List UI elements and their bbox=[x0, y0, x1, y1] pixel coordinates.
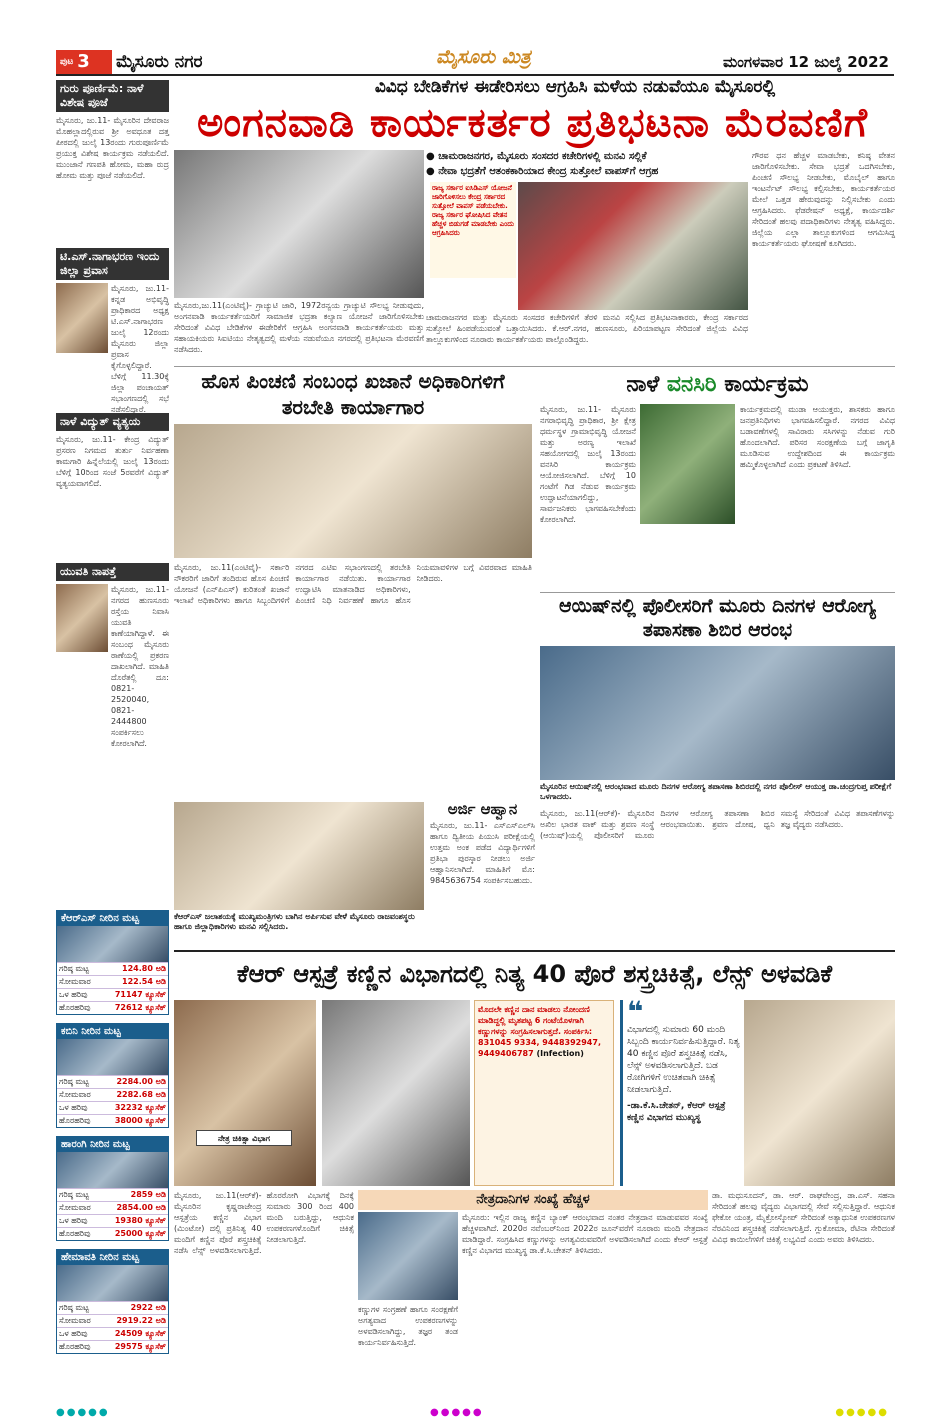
dam-row-value: 32232 ಕ್ಯೂಸೆಕ್ bbox=[101, 1102, 168, 1115]
page-number: 3 bbox=[77, 51, 90, 72]
eye-donation-headline: ನೇತ್ರದಾನಿಗಳ ಸಂಖ್ಯೆ ಹೆಚ್ಚಳ bbox=[358, 1190, 708, 1210]
table-row bbox=[57, 1089, 168, 1102]
vanasiri-body-right: ಕಾರ್ಯಕ್ರಮದಲ್ಲಿ ಮುಡಾ ಆಯುಕ್ತರು, ಶಾಸಕರು ಹಾಗೂ ಜನಪ್ರತಿನಿಧಿಗಳು ಭಾಗವಹಿಸಲಿದ್ದಾರೆ. ನಗರದ ವಿವಿಧ ಬಡಾವಣೆಗಳಲ್ಲಿ ಸಾವಿರಾರು ಸಸಿಗಳನ್ನು ನೆಡುವ ಗುರಿ ಹೊಂದಲಾಗಿದೆ. ಪರಿಸರ ಸಂರಕ್ಷಣೆಯ ಬಗ್ಗೆ ಜಾಗೃತಿ ಮೂಡಿಸುವ ಉದ್ದೇಶದಿಂದ ಈ ಕಾರ್ಯಕ್ರಮ ಹಮ್ಮಿಕೊಳ್ಳಲಾಗಿದೆ ಎಂದು ಪ್ರಕಟಣೆ ತಿಳಿಸಿದೆ. bbox=[740, 405, 895, 469]
dam-row-label: ಒಳ ಹರಿವು bbox=[57, 1215, 101, 1228]
lead-bullet-1: ● ಚಾಮರಾಜನಗರ, ಮೈಸೂರು ಸಂಸದರ ಕಚೇರಿಗಳಲ್ಲಿ ಮನವಿ ಸಲ್ಲಿಕೆ bbox=[426, 151, 647, 162]
dam-row-value: 29575 ಕ್ಯೂಸೆಕ್ bbox=[101, 1341, 168, 1354]
dam-title: ಕೆಆರ್‌ಎಸ್ ನೀರಿನ ಮಟ್ಟ bbox=[57, 911, 168, 926]
registration-marks-right: ●●●●● bbox=[835, 1407, 889, 1418]
brief-title-3: ನಾಳೆ ವಿದ್ಯುತ್ ವ್ಯತ್ಯಯ bbox=[56, 413, 169, 431]
dam-title: ಕಬಿನಿ ನೀರಿನ ಮಟ್ಟ bbox=[57, 1024, 168, 1039]
page-label: ಪುಟ bbox=[60, 57, 74, 67]
info-box-text: ಮೊದಲೇ ಕಣ್ಣಿನ ದಾನ ಮಾಡಲು ನೋಂದಣಿ ಮಾಡಿದ್ದಲ್ಲಿ ಮೃತಪಟ್ಟ 6 ಗಂಟೆಯೊಳಗಾಗಿ ಕಣ್ಣುಗಳನ್ನು ಸಂಗ್ರಹಿಸಲಾಗುತ್ತದೆ. ಸಂಪರ್ಕಿಸಿ: 831045 9334, 9448392947, 9449406787 bbox=[478, 1005, 601, 1058]
divider bbox=[540, 592, 895, 593]
lead-bullet-2: ● ನೇವಾ ಭದ್ರತೆಗೆ ಆತಂಕಕಾರಿಯಾದ ಕೇಂದ್ರ ಸುತ್ತೋಲೆ ವಾಪಸ್‌ಗೆ ಆಗ್ರಹ bbox=[426, 166, 659, 177]
eye-donation-body-cont: ಕಣ್ಣುಗಳ ಸಂಗ್ರಹಣೆ ಹಾಗೂ ಸಂರಕ್ಷಣೆಗೆ ಅಗತ್ಯವಾದ ಉಪಕರಣಗಳನ್ನು ಅಳವಡಿಸಲಾಗಿದ್ದು, ತಜ್ಞರ ತಂಡ ಕಾರ್ಯನಿರ್ವಹಿಸುತ್ತಿದೆ. bbox=[358, 1305, 458, 1347]
eye-donation-body: ಮೈಸೂರು: ಇಲ್ಲಿನ ರಾಜ್ಯ ಕಣ್ಣಿನ ಬ್ಯಾಂಕ್ ಆರಂಭವಾದ ನಂತರ ನೇತ್ರದಾನ ಮಾಡುವವರ ಸಂಖ್ಯೆ ಹೆಚ್ಚಳವಾಗಿದೆ. 2020ರ ನವೆಂಬರ್‌ನಿಂದ 2022ರ ಜೂನ್‌ವರೆಗೆ ನೂರಾರು ಮಂದಿ ನೇತ್ರದಾನ ಮಾಡಿದ್ದಾರೆ. ಸಂಗ್ರಹಿಸಿದ ಕಣ್ಣುಗಳನ್ನು ಅಗತ್ಯವಿರುವವರಿಗೆ ಅಳವಡಿಸಲಾಗಿದೆ ಎಂದು ಕೆಆರ್ ಆಸ್ಪತ್ರೆ ಕಣ್ಣಿನ ವಿಭಾಗದ ಮುಖ್ಯಸ್ಥ ಡಾ.ಕೆ.ಸಿ.ಚೇತನ್ ತಿಳಿಸಿದರು. bbox=[462, 1213, 708, 1255]
table-row bbox=[57, 1302, 168, 1315]
dam-level-table bbox=[57, 1188, 168, 1240]
dam-row-label: ಹೊರಹರಿವು bbox=[57, 1228, 101, 1241]
dam-row-label: ಒಳ ಹರಿವು bbox=[57, 989, 101, 1002]
lead-bullet-2-text: ನೇವಾ ಭದ್ರತೆಗೆ ಆತಂಕಕಾರಿಯಾದ ಕೇಂದ್ರ ಸುತ್ತೋಲೆ ವಾಪಸ್‌ಗೆ ಆಗ್ರಹ bbox=[438, 166, 659, 177]
dam-row-label: ಗರಿಷ್ಠ ಮಟ್ಟ bbox=[57, 963, 101, 976]
krh-doctor-photo bbox=[744, 1000, 895, 1186]
krh-body: ಮೈಸೂರು, ಜು.11(ಆರ್‌ಕೆ)- ಮೈಸೂರಿನ ಕೃಷ್ಣರಾಜೇಂದ್ರ ಆಸ್ಪತ್ರೆಯ ಕಣ್ಣಿನ ವಿಭಾಗ (ಮಿಂಟೋ) ದಲ್ಲಿ ಪ್ರತಿನಿತ್ಯ 40 ಮಂದಿಗೆ ಕಣ್ಣಿನ ಪೊರೆ ಶಸ್ತ್ರಚಿಕಿತ್ಸೆ ನಡೆಸಿ ಲೆನ್ಸ್ ಅಳವಡಿಸಲಾಗುತ್ತಿದೆ. ಹೊರರೋಗಿ ವಿಭಾಗಕ್ಕೆ ದಿನಕ್ಕೆ ಸುಮಾರು 300 ರಿಂದ 400 ಮಂದಿ ಬರುತ್ತಿದ್ದು, ಆಧುನಿಕ ಉಪಕರಣಗಳೊಂದಿಗೆ ಚಿಕಿತ್ಸೆ ನೀಡಲಾಗುತ್ತಿದೆ. bbox=[174, 1191, 354, 1255]
police-camp-headline: ಆಯಿಷ್‌ನಲ್ಲಿ ಪೊಲೀಸರಿಗೆ ಮೂರು ದಿನಗಳ ಆರೋಗ್ಯ ತಪಾಸಣಾ ಶಿಬಿರ ಆರಂಭ bbox=[559, 595, 876, 641]
left-column bbox=[56, 80, 169, 748]
dam-row-value: 24509 ಕ್ಯೂಸೆಕ್ bbox=[101, 1328, 168, 1341]
dam-row-label: ಒಳ ಹರಿವು bbox=[57, 1328, 101, 1341]
table-row bbox=[57, 1341, 168, 1354]
police-camp-caption: ಮೈಸೂರಿನ ಆಯಿಷ್‌ನಲ್ಲಿ ಆರಂಭವಾದ ಮೂರು ದಿನಗಳ ಆರೋಗ್ಯ ತಪಾಸಣಾ ಶಿಬಿರದಲ್ಲಿ ನಗರ ಪೊಲೀಸ್ ಆಯುಕ್ತ ಡಾ.ಚಂದ್ರಗುಪ್ತ ಪರೀಕ್ಷೆಗೆ ಒಳಗಾದರು. bbox=[540, 782, 892, 801]
dam-level-box bbox=[56, 1249, 169, 1354]
registration-marks-left: ●●●●● bbox=[56, 1407, 110, 1418]
petition-body: ಮೈಸೂರು, ಜು.11- ಎಸ್‌ಎಸ್‌ಎಲ್‌ಸಿ ಹಾಗೂ ದ್ವಿತೀಯ ಪಿಯುಸಿ ಪರೀಕ್ಷೆಯಲ್ಲಿ ಉತ್ತಮ ಅಂಕ ಪಡೆದ ವಿದ್ಯಾರ್ಥಿಗಳಿಗೆ ಪ್ರತಿಭಾ ಪುರಸ್ಕಾರ ನೀಡಲು ಅರ್ಜಿ ಆಹ್ವಾನಿಸಲಾಗಿದೆ. ಮಾಹಿತಿಗೆ ಮೊ: 9845636754 ಸಂಪರ್ಕಿಸಬಹುದು. bbox=[430, 821, 535, 885]
missing-person-photo bbox=[56, 584, 108, 652]
brief-title-4: ಯುವತಿ ನಾಪತ್ತೆ bbox=[56, 563, 169, 581]
lead-kicker: ವಿವಿಧ ಬೇಡಿಕೆಗಳ ಈಡೇರಿಸಲು ಆಗ್ರಹಿಸಿ ಮಳೆಯ ನಡುವೆಯೂ ಮೈಸೂರಲ್ಲಿ bbox=[374, 77, 776, 97]
brief-title-1: ಗುರು ಪೂರ್ಣಿಮೆ: ನಾಳೆ ವಿಶೇಷ ಪೂಜೆ bbox=[56, 80, 169, 112]
dam-row-value: 72612 ಕ್ಯೂಸೆಕ್ bbox=[101, 1002, 168, 1015]
krh-sign: ನೇತ್ರ ಚಿಕಿತ್ಸಾ ವಿಭಾಗ bbox=[196, 1130, 292, 1146]
dam-title: ಹಾರಂಗಿ ನೀರಿನ ಮಟ್ಟ bbox=[57, 1137, 168, 1152]
dam-row-label: ಸೋಮವಾರ bbox=[57, 1089, 101, 1102]
table-row bbox=[57, 1315, 168, 1328]
dam-level-table bbox=[57, 1301, 168, 1353]
petition-photo bbox=[174, 802, 424, 910]
dam-row-label: ಸೋಮವಾರ bbox=[57, 1202, 101, 1215]
section-name: ಮೈಸೂರು ನಗರ bbox=[116, 52, 203, 72]
dam-row-value: 2854.00 ಅಡಿ bbox=[101, 1202, 168, 1215]
brief-title-2: ಟಿ.ಎಸ್.ನಾಗಾಭರಣ ಇಂದು ಜಿಲ್ಲಾ ಪ್ರವಾಸ bbox=[56, 248, 169, 280]
pension-workshop-photo bbox=[174, 424, 532, 558]
dam-row-label: ಗರಿಷ್ಠ ಮಟ್ಟ bbox=[57, 1076, 101, 1089]
lead-body-right: ಗೌರವ ಧನ ಹೆಚ್ಚಳ ಮಾಡಬೇಕು, ಕನಿಷ್ಠ ವೇತನ ಜಾರಿಗೊಳಿಸಬೇಕು. ಸೇವಾ ಭದ್ರತೆ ಒದಗಿಸಬೇಕು, ಪಿಂಚಣಿ ಸೌಲಭ್ಯ ನೀಡಬೇಕು, ಮೊಬೈಲ್ ಹಾಗೂ ಇಂಟರ್ನೆಟ್ ಸೌಲಭ್ಯ ಕಲ್ಪಿಸಬೇಕು, ಕಾರ್ಯಕರ್ತೆಯರ ಮೇಲೆ ಒತ್ತಡ ಹೇರುವುದನ್ನು ನಿಲ್ಲಿಸಬೇಕು ಎಂದು ಆಗ್ರಹಿಸಿದರು. ಫೆಡರೇಷನ್ ಅಧ್ಯಕ್ಷೆ, ಕಾರ್ಯದರ್ಶಿ ಸೇರಿದಂತೆ ಹಲವು ಪದಾಧಿಕಾರಿಗಳು ನೇತೃತ್ವ ವಹಿಸಿದ್ದರು. ಜಿಲ್ಲೆಯ ಎಲ್ಲಾ ತಾಲ್ಲೂಕುಗಳಿಂದ ಆಗಮಿಸಿದ್ದ ಕಾರ್ಯಕರ್ತೆಯರು ಘೋಷಣೆ ಕೂಗಿದರು. bbox=[752, 151, 895, 248]
vanasiri-headline-suffix: ಕಾರ್ಯಕ್ರಮ bbox=[724, 372, 809, 397]
vanasiri-nursery-photo bbox=[640, 404, 735, 524]
krh-building-photo bbox=[174, 1000, 316, 1186]
lead-quote-box: ರಾಜ್ಯ ಸರ್ಕಾರ ಐಸಿಡಿಎಸ್ ಯೋಜನೆ ಜಾರಿಗೊಳಿಸಲು ಕೇಂದ್ರ ಸರ್ಕಾರದ ಸುತ್ತೋಲೆ ವಾಪಸ್ ಪಡೆಯಬೇಕು. ರಾಜ್ಯ ಸರ್ಕಾರ ಘೋಷಿಸಿದ ವೇತನ ಹೆಚ್ಚಳ ಬಿಡುಗಡೆ ಮಾಡಬೇಕು ಎಂದು ಆಗ್ರಹಿಸಿದರು bbox=[430, 182, 516, 278]
quote-mark-icon: ❝ bbox=[627, 995, 644, 1028]
brief-text-4: ಮೈಸೂರು, ಜು.11- ನಗರದ ಹುಣಸೂರು ರಸ್ತೆಯ ನಿವಾಸಿ ಯುವತಿ ಕಾಣೆಯಾಗಿದ್ದಾಳೆ. ಈ ಸಂಬಂಧ ಮೈಸೂರು ಠಾಣೆಯಲ್ಲಿ ಪ್ರಕರಣ ದಾಖಲಾಗಿದೆ. ಮಾಹಿತಿ ದೊರೆತಲ್ಲಿ ದೂ: 0821-2520040, 0821-2444800 ಸಂಪರ್ಕಿಸಲು ಕೋರಲಾಗಿದೆ. bbox=[111, 585, 169, 748]
lead-bullet-1-text: ಚಾಮರಾಜನಗರ, ಮೈಸೂರು ಸಂಸದರ ಕಚೇರಿಗಳಲ್ಲಿ ಮನವಿ ಸಲ್ಲಿಕೆ bbox=[438, 151, 647, 162]
dam-photo bbox=[57, 926, 168, 962]
dam-row-value: 122.54 ಅಡಿ bbox=[101, 976, 168, 989]
table-row bbox=[57, 989, 168, 1002]
pension-headline: ಹೊಸ ಪಿಂಚಣಿ ಸಂಬಂಧ ಖಜಾನೆ ಅಧಿಕಾರಿಗಳಿಗೆ ತರಬೇತಿ ಕಾರ್ಯಾಗಾರ bbox=[201, 369, 505, 419]
police-camp-photos bbox=[540, 646, 895, 780]
page-number-badge bbox=[56, 50, 112, 74]
dam-row-label: ಹೊರಹರಿವು bbox=[57, 1115, 101, 1128]
vanasiri-headline-highlight: ವನಸಿರಿ bbox=[666, 372, 717, 397]
table-row bbox=[57, 1228, 168, 1241]
petition-title: ಅರ್ಜಿ ಆಹ್ವಾನ bbox=[447, 800, 518, 818]
doctor-quote-text: ವಿಭಾಗದಲ್ಲಿ ಸುಮಾರು 60 ಮಂದಿ ಸಿಬ್ಬಂದಿ ಕಾರ್ಯನಿರ್ವಹಿಸುತ್ತಿದ್ದಾರೆ. ನಿತ್ಯ 40 ಕಣ್ಣಿನ ಪೊರೆ ಶಸ್ತ್ರಚಿಕಿತ್ಸೆ ನಡೆಸಿ, ಲೆನ್ಸ್ ಅಳವಡಿಸಲಾಗುತ್ತಿದೆ. ಬಡ ರೋಗಿಗಳಿಗೆ ಉಚಿತವಾಗಿ ಚಿಕಿತ್ಸೆ ನೀಡಲಾಗುತ್ತಿದೆ. bbox=[627, 1025, 740, 1095]
lead-photo-banner-march bbox=[518, 182, 748, 310]
vanasiri-body-left: ಮೈಸೂರು, ಜು.11- ಮೈಸೂರು ನಗರಾಭಿವೃದ್ಧಿ ಪ್ರಾಧಿಕಾರ, ಶ್ರೀ ಕ್ಷೇತ್ರ ಧರ್ಮಸ್ಥಳ ಗ್ರಾಮಾಭಿವೃದ್ಧಿ ಯೋಜನೆ ಮತ್ತು ಅರಣ್ಯ ಇಲಾಖೆ ಸಹಯೋಗದಲ್ಲಿ ಜುಲೈ 13ರಂದು ವನಸಿರಿ ಕಾರ್ಯಕ್ರಮ ಆಯೋಜಿಸಲಾಗಿದೆ. ಬೆಳಿಗ್ಗೆ 10 ಗಂಟೆಗೆ ಗಿಡ ನೆಡುವ ಕಾರ್ಯಕ್ರಮ ಉದ್ಘಾಟನೆಯಾಗಲಿದ್ದು, ಸಾರ್ವಜನಿಕರು ಭಾಗವಹಿಸಬೇಕೆಂದು ಕೋರಲಾಗಿದೆ. bbox=[540, 405, 636, 524]
table-row bbox=[57, 1202, 168, 1215]
dateline: ಮಂಗಳವಾರ 12 ಜುಲೈ 2022 bbox=[722, 53, 889, 71]
dam-row-value: 2859 ಅಡಿ bbox=[101, 1189, 168, 1202]
dam-row-label: ಗರಿಷ್ಠ ಮಟ್ಟ bbox=[57, 1302, 101, 1315]
lead-headline: ಅಂಗನವಾಡಿ ಕಾರ್ಯಕರ್ತರ ಪ್ರತಿಭಟನಾ ಮೆರವಣಿಗೆ bbox=[197, 100, 868, 146]
krh-headline: ಕೆಆರ್ ಆಸ್ಪತ್ರೆ ಕಣ್ಣಿನ ವಿಭಾಗದಲ್ಲಿ ನಿತ್ಯ 40 ಪೊರೆ ಶಸ್ತ್ರಚಿಕಿತ್ಸೆ, ಲೆನ್ಸ್ ಅಳವಡಿಕೆ bbox=[236, 960, 833, 988]
dam-level-box bbox=[56, 910, 169, 1015]
table-row bbox=[57, 1215, 168, 1228]
dam-row-value: 71147 ಕ್ಯೂಸೆಕ್ bbox=[101, 989, 168, 1002]
eye-equipment-photo bbox=[358, 1212, 458, 1300]
table-row bbox=[57, 1328, 168, 1341]
dam-row-label: ಹೊರಹರಿವು bbox=[57, 1002, 101, 1015]
registration-marks-center: ●●●●● bbox=[430, 1407, 484, 1418]
divider bbox=[174, 950, 895, 952]
table-row bbox=[57, 1102, 168, 1115]
table-row bbox=[57, 1076, 168, 1089]
krh-eye-exam-photo bbox=[322, 1000, 470, 1186]
table-row bbox=[57, 1002, 168, 1015]
dam-row-label: ಹೊರಹರಿವು bbox=[57, 1341, 101, 1354]
dam-level-box bbox=[56, 1136, 169, 1241]
dam-row-label: ಸೋಮವಾರ bbox=[57, 1315, 101, 1328]
dam-photo bbox=[57, 1152, 168, 1188]
portrait-photo bbox=[56, 283, 108, 353]
dam-row-label: ಸೋಮವಾರ bbox=[57, 976, 101, 989]
dam-row-label: ಗರಿಷ್ಠ ಮಟ್ಟ bbox=[57, 1189, 101, 1202]
dam-photo bbox=[57, 1265, 168, 1301]
lead-photo-rain-march bbox=[174, 150, 424, 298]
dam-row-value: 2284.00 ಅಡಿ bbox=[101, 1076, 168, 1089]
dam-row-value: 2919.22 ಅಡಿ bbox=[101, 1315, 168, 1328]
info-box-highlight: (Infection) bbox=[536, 1049, 584, 1058]
masthead bbox=[0, 0, 945, 74]
doctor-quote-byline: -ಡಾ.ಕೆ.ಸಿ.ಚೇತನ್, ಕೆಆರ್ ಆಸ್ಪತ್ರೆ ಕಣ್ಣಿನ ವಿಭಾಗದ ಮುಖ್ಯಸ್ಥ bbox=[627, 1101, 726, 1123]
dam-photo bbox=[57, 1039, 168, 1075]
lead-body-left: ಮೈಸೂರು,ಜು.11(ಎಂಟಿವೈ)- ಗ್ರಾಚ್ಯುಟಿ ಜಾರಿ, 1972ರನ್ವಯ ಗ್ರಾಚ್ಯುಟಿ ಸೌಲಭ್ಯ ನೀಡುವುದು, ಅಂಗನವಾಡಿ ಕಾರ್ಯಕರ್ತೆಯರಿಗೆ ಸಾಮಾಜಿಕ ಭದ್ರತಾ ಕಲ್ಯಾಣ ಯೋಜನೆ ಜಾರಿಗೊಳಿಸಬೇಕು ಸೇರಿದಂತೆ ವಿವಿಧ ಬೇಡಿಕೆಗಳ ಈಡೇರಿಕೆಗೆ ಆಗ್ರಹಿಸಿ ಅಂಗನವಾಡಿ ಕಾರ್ಯಕರ್ತೆಯರು ಮತ್ತು ಸಹಾಯಕಿಯರು ಸಿಐಟಿಯು ನೇತೃತ್ವದಲ್ಲಿ ಮಳೆಯ ನಡುವೆಯೂ ನಗರದಲ್ಲಿ ಪ್ರತಿಭಟನಾ ಮೆರವಣಿಗೆ ನಡೆಸಿದರು. bbox=[174, 301, 424, 354]
divider bbox=[174, 366, 895, 367]
dam-row-value: 2282.68 ಅಡಿ bbox=[101, 1089, 168, 1102]
doctor-quote bbox=[620, 995, 740, 1186]
eye-donation-info-box bbox=[474, 1000, 614, 1186]
dam-row-label: ಒಳ ಹರಿವು bbox=[57, 1102, 101, 1115]
newspaper-logo: ಮೈಸೂರು ಮಿತ್ರ bbox=[436, 46, 531, 68]
dam-levels bbox=[56, 910, 169, 1362]
vanasiri-headline-prefix: ನಾಳೆ bbox=[626, 372, 660, 397]
dam-level-box bbox=[56, 1023, 169, 1128]
dam-level-table bbox=[57, 962, 168, 1014]
pension-body: ಮೈಸೂರು, ಜು.11(ಎಂಟಿವೈ)- ಸರ್ಕಾರಿ ನೌಕರರಿಗೆ ಜಾರಿಗೆ ತಂದಿರುವ ಹೊಸ ಪಿಂಚಣಿ ಯೋಜನೆ (ಎನ್‌ಪಿಎಸ್) ಕುರಿತಂತೆ ಖಜಾನೆ ಇಲಾಖೆ ಅಧಿಕಾರಿಗಳು ಹಾಗೂ ಸಿಬ್ಬಂದಿಗಳಿಗೆ ನಗರದ ಎಟಿಐ ಸಭಾಂಗಣದಲ್ಲಿ ತರಬೇತಿ ಕಾರ್ಯಾಗಾರ ನಡೆಯಿತು. ಕಾರ್ಯಾಗಾರ ಉದ್ಘಾಟಿಸಿ ಮಾತನಾಡಿದ ಅಧಿಕಾರಿಗಳು, ಪಿಂಚಣಿ ನಿಧಿ ನಿರ್ವಹಣೆ ಹಾಗೂ ಹೊಸ ನಿಯಮಾವಳಿಗಳ ಬಗ್ಗೆ ವಿವರವಾದ ಮಾಹಿತಿ ನೀಡಿದರು. bbox=[174, 563, 532, 605]
krh-body-right: ಡಾ. ಮಧುಸೂದನ್, ಡಾ. ಆರ್. ರಾಘವೇಂದ್ರ, ಡಾ.ಎಸ್. ಸಹನಾ ಸೇರಿದಂತೆ ಹಲವು ವೈದ್ಯರು ವಿಭಾಗದಲ್ಲಿ ಸೇವೆ ಸಲ್ಲಿಸುತ್ತಿದ್ದಾರೆ. ಆಧುನಿಕ ಫೇಕೋ ಯಂತ್ರ, ಮೈಕ್ರೋಸ್ಕೋಪ್ ಸೇರಿದಂತೆ ಅತ್ಯಾಧುನಿಕ ಉಪಕರಣಗಳ ನೆರವಿನಿಂದ ಶಸ್ತ್ರಚಿಕಿತ್ಸೆ ನಡೆಸಲಾಗುತ್ತಿದೆ. ಗ್ಲುಕೋಮಾ, ರೆಟಿನಾ ಸೇರಿದಂತೆ ವಿವಿಧ ಕಾಯಿಲೆಗಳಿಗೆ ಚಿಕಿತ್ಸೆ ಲಭ್ಯವಿದೆ ಎಂದು ಅವರು ತಿಳಿಸಿದರು. bbox=[712, 1191, 895, 1244]
table-row bbox=[57, 1189, 168, 1202]
dam-level-table bbox=[57, 1075, 168, 1127]
petition-caption: ಕೆಆರ್‌ಎಸ್ ಜಲಾಶಯಕ್ಕೆ ಮುಖ್ಯಮಂತ್ರಿಗಳು ಬಾಗಿನ ಅರ್ಪಿಸುವ ವೇಳೆ ಮೈಸೂರು ರಾಜವಂಶಸ್ಥರು ಹಾಗೂ ಜಿಲ್ಲಾಧಿಕಾರಿಗಳು ಮನವಿ ಸಲ್ಲಿಸಿದರು. bbox=[174, 912, 415, 931]
dam-title: ಹೇಮಾವತಿ ನೀರಿನ ಮಟ್ಟ bbox=[57, 1250, 168, 1265]
brief-text-1: ಮೈಸೂರು, ಜು.11- ಮೈಸೂರಿನ ದೇವರಾಜ ಮೊಹಲ್ಲಾದಲ್ಲಿರುವ ಶ್ರೀ ಅವಧೂತ ದತ್ತ ಪೀಠದಲ್ಲಿ ಜುಲೈ 13ರಂದು ಗುರುಪೂರ್ಣಿಮೆ ಪ್ರಯುಕ್ತ ವಿಶೇಷ ಕಾರ್ಯಕ್ರಮ ನಡೆಯಲಿದೆ. ಮುಂಜಾನೆ ಗಣಪತಿ ಹೋಮ, ಮಹಾ ರುದ್ರ ಹೋಮ ಮತ್ತು ಪೂಜೆ ನಡೆಯಲಿದೆ. bbox=[56, 116, 169, 180]
dam-row-value: 38000 ಕ್ಯೂಸೆಕ್ bbox=[101, 1115, 168, 1128]
dam-row-value: 2922 ಅಡಿ bbox=[101, 1302, 168, 1315]
brief-text-3: ಮೈಸೂರು, ಜು.11- ಕೇಂದ್ರ ವಿದ್ಯುತ್ ಪ್ರಸರಣ ನಿಗಮದ ತುರ್ತು ನಿರ್ವಹಣಾ ಕಾಮಗಾರಿ ಹಿನ್ನೆಲೆಯಲ್ಲಿ ಜುಲೈ 13ರಂದು ಬೆಳಿಗ್ಗೆ 10ರಿಂದ ಸಂಜೆ 5ರವರೆಗೆ ವಿದ್ಯುತ್ ವ್ಯತ್ಯಯವಾಗಲಿದೆ. bbox=[56, 435, 169, 488]
police-camp-body: ಮೈಸೂರು, ಜು.11(ಆರ್‌ಕೆ)- ಮೈಸೂರಿನ ಅಖಿಲ ಭಾರತ ವಾಕ್ ಮತ್ತು ಶ್ರವಣ ಸಂಸ್ಥೆ (ಆಯಿಷ್)ಯಲ್ಲಿ ಪೊಲೀಸರಿಗೆ ಮೂರು ದಿನಗಳ ಆರೋಗ್ಯ ತಪಾಸಣಾ ಶಿಬಿರ ಆರಂಭವಾಯಿತು. ಶ್ರವಣ ದೋಷ, ಧ್ವನಿ ಸಮಸ್ಯೆ ಸೇರಿದಂತೆ ವಿವಿಧ ತಪಾಸಣೆಗಳನ್ನು ತಜ್ಞ ವೈದ್ಯರು ನಡೆಸಿದರು. bbox=[540, 809, 895, 840]
dam-row-value: 124.80 ಅಡಿ bbox=[101, 963, 168, 976]
table-row bbox=[57, 1115, 168, 1128]
dam-row-value: 19380 ಕ್ಯೂಸೆಕ್ bbox=[101, 1215, 168, 1228]
table-row bbox=[57, 963, 168, 976]
dam-row-value: 25000 ಕ್ಯೂಸೆಕ್ bbox=[101, 1228, 168, 1241]
vanasiri-headline bbox=[540, 370, 895, 400]
brief-text-2: ಮೈಸೂರು, ಜು.11- ಕನ್ನಡ ಅಭಿವೃದ್ಧಿ ಪ್ರಾಧಿಕಾರದ ಅಧ್ಯಕ್ಷ ಟಿ.ಎಸ್.ನಾಗಾಭರಣ ಜುಲೈ 12ರಂದು ಮೈಸೂರು ಜಿಲ್ಲಾ ಪ್ರವಾಸ ಕೈಗೊಳ್ಳಲಿದ್ದಾರೆ. ಬೆಳಿಗ್ಗೆ 11.30ಕ್ಕೆ ಜಿಲ್ಲಾ ಪಂಚಾಯತ್ ಸಭಾಂಗಣದಲ್ಲಿ ಸಭೆ ನಡೆಸಲಿದ್ದಾರೆ. bbox=[111, 284, 169, 414]
lead-body-middle: ಚಾಮರಾಜನಗರ ಮತ್ತು ಮೈಸೂರು ಸಂಸದರ ಕಚೇರಿಗಳಿಗೆ ತೆರಳಿ ಮನವಿ ಸಲ್ಲಿಸಿದ ಪ್ರತಿಭಟನಾಕಾರರು, ಕೇಂದ್ರ ಸರ್ಕಾರದ ಸುತ್ತೋಲೆ ಹಿಂಪಡೆಯುವಂತೆ ಒತ್ತಾಯಿಸಿದರು. ಕೆ.ಆರ್.ನಗರ, ಹುಣಸೂರು, ಪಿರಿಯಾಪಟ್ಟಣ ಸೇರಿದಂತೆ ಜಿಲ್ಲೆಯ ವಿವಿಧ ತಾಲ್ಲೂಕುಗಳಿಂದ ನೂರಾರು ಕಾರ್ಯಕರ್ತೆಯರು ಪಾಲ್ಗೊಂಡಿದ್ದರು. bbox=[426, 313, 748, 344]
table-row bbox=[57, 976, 168, 989]
